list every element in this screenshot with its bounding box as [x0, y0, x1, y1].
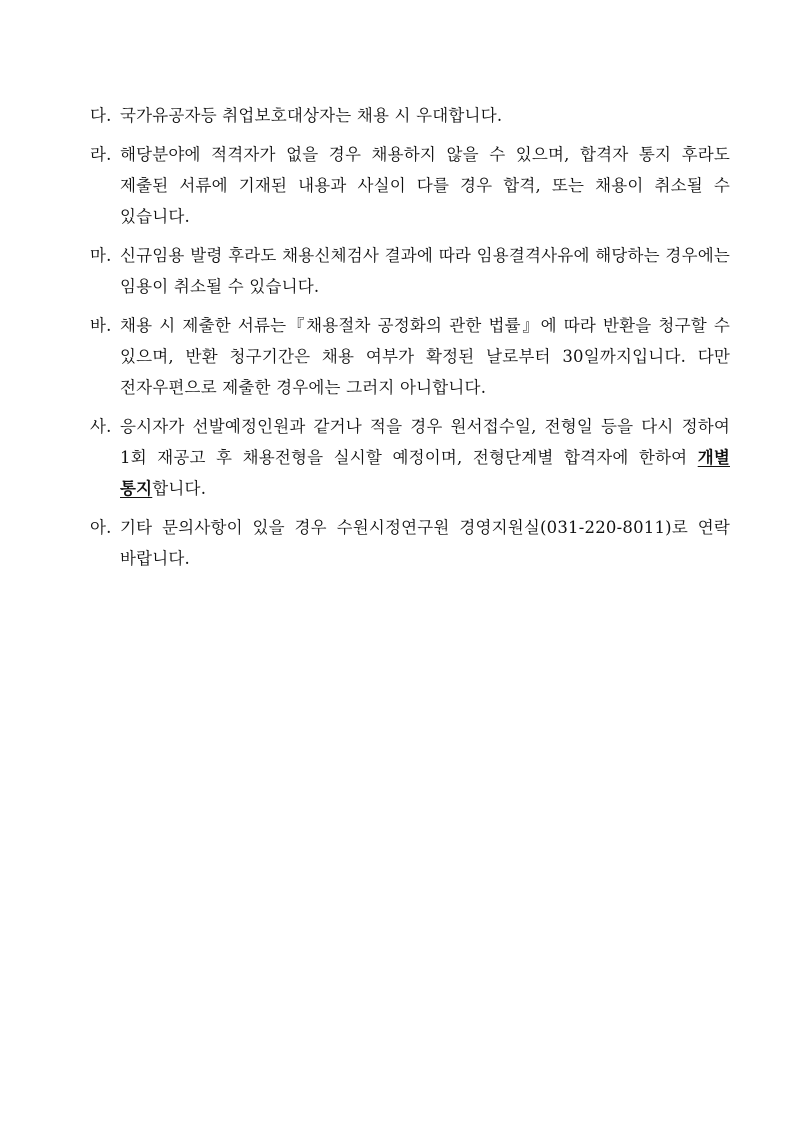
individual-notice-emphasis: 개별 통지 — [120, 448, 730, 498]
item-text-before: 응시자가 선발예정인원과 같거나 적을 경우 원서접수일, 전형일 등을 다시 정하여 1회 재공고 후 채용전형을 실시할 예정이며, 전형단계별 합격자에 한하여 — [120, 417, 730, 467]
list-item — [90, 240, 730, 302]
item-text: 국가유공자등 취업보호대상자는 채용 시 우대합니다. — [120, 106, 503, 125]
item-marker: 라. — [90, 145, 112, 164]
list-item — [90, 310, 730, 403]
item-marker: 사. — [90, 417, 112, 436]
item-marker: 마. — [90, 246, 112, 265]
list-item — [90, 100, 730, 131]
list-item — [90, 139, 730, 232]
item-text — [120, 411, 730, 504]
item-marker: 바. — [90, 316, 112, 335]
item-marker: 아. — [90, 518, 112, 537]
item-marker: 다. — [90, 106, 112, 125]
list-item — [90, 512, 730, 574]
item-text: 기타 문의사항이 있을 경우 수원시정연구원 경영지원실(031-220-8011)로 연락 바랍니다. — [120, 518, 730, 568]
item-text: 채용 시 제출한 서류는『채용절차 공정화의 관한 법률』에 따라 반환을 청구할 수 있으며, 반환 청구기간은 채용 여부가 확정된 날로부터 30일까지입니다. 다만 전자우편으로 제출한 경우에는 그러지 아니합니다. — [120, 316, 730, 397]
notice-list — [90, 100, 730, 582]
item-text: 해당분야에 적격자가 없을 경우 채용하지 않을 수 있으며, 합격자 통지 후라도 제출된 서류에 기재된 내용과 사실이 다를 경우 합격, 또는 채용이 취소될 수 있습니다. — [120, 145, 730, 226]
list-item — [90, 411, 730, 504]
item-text-after: 합니다. — [152, 479, 207, 498]
item-text: 신규임용 발령 후라도 채용신체검사 결과에 따라 임용결격사유에 해당하는 경우에는 임용이 취소될 수 있습니다. — [120, 246, 730, 296]
